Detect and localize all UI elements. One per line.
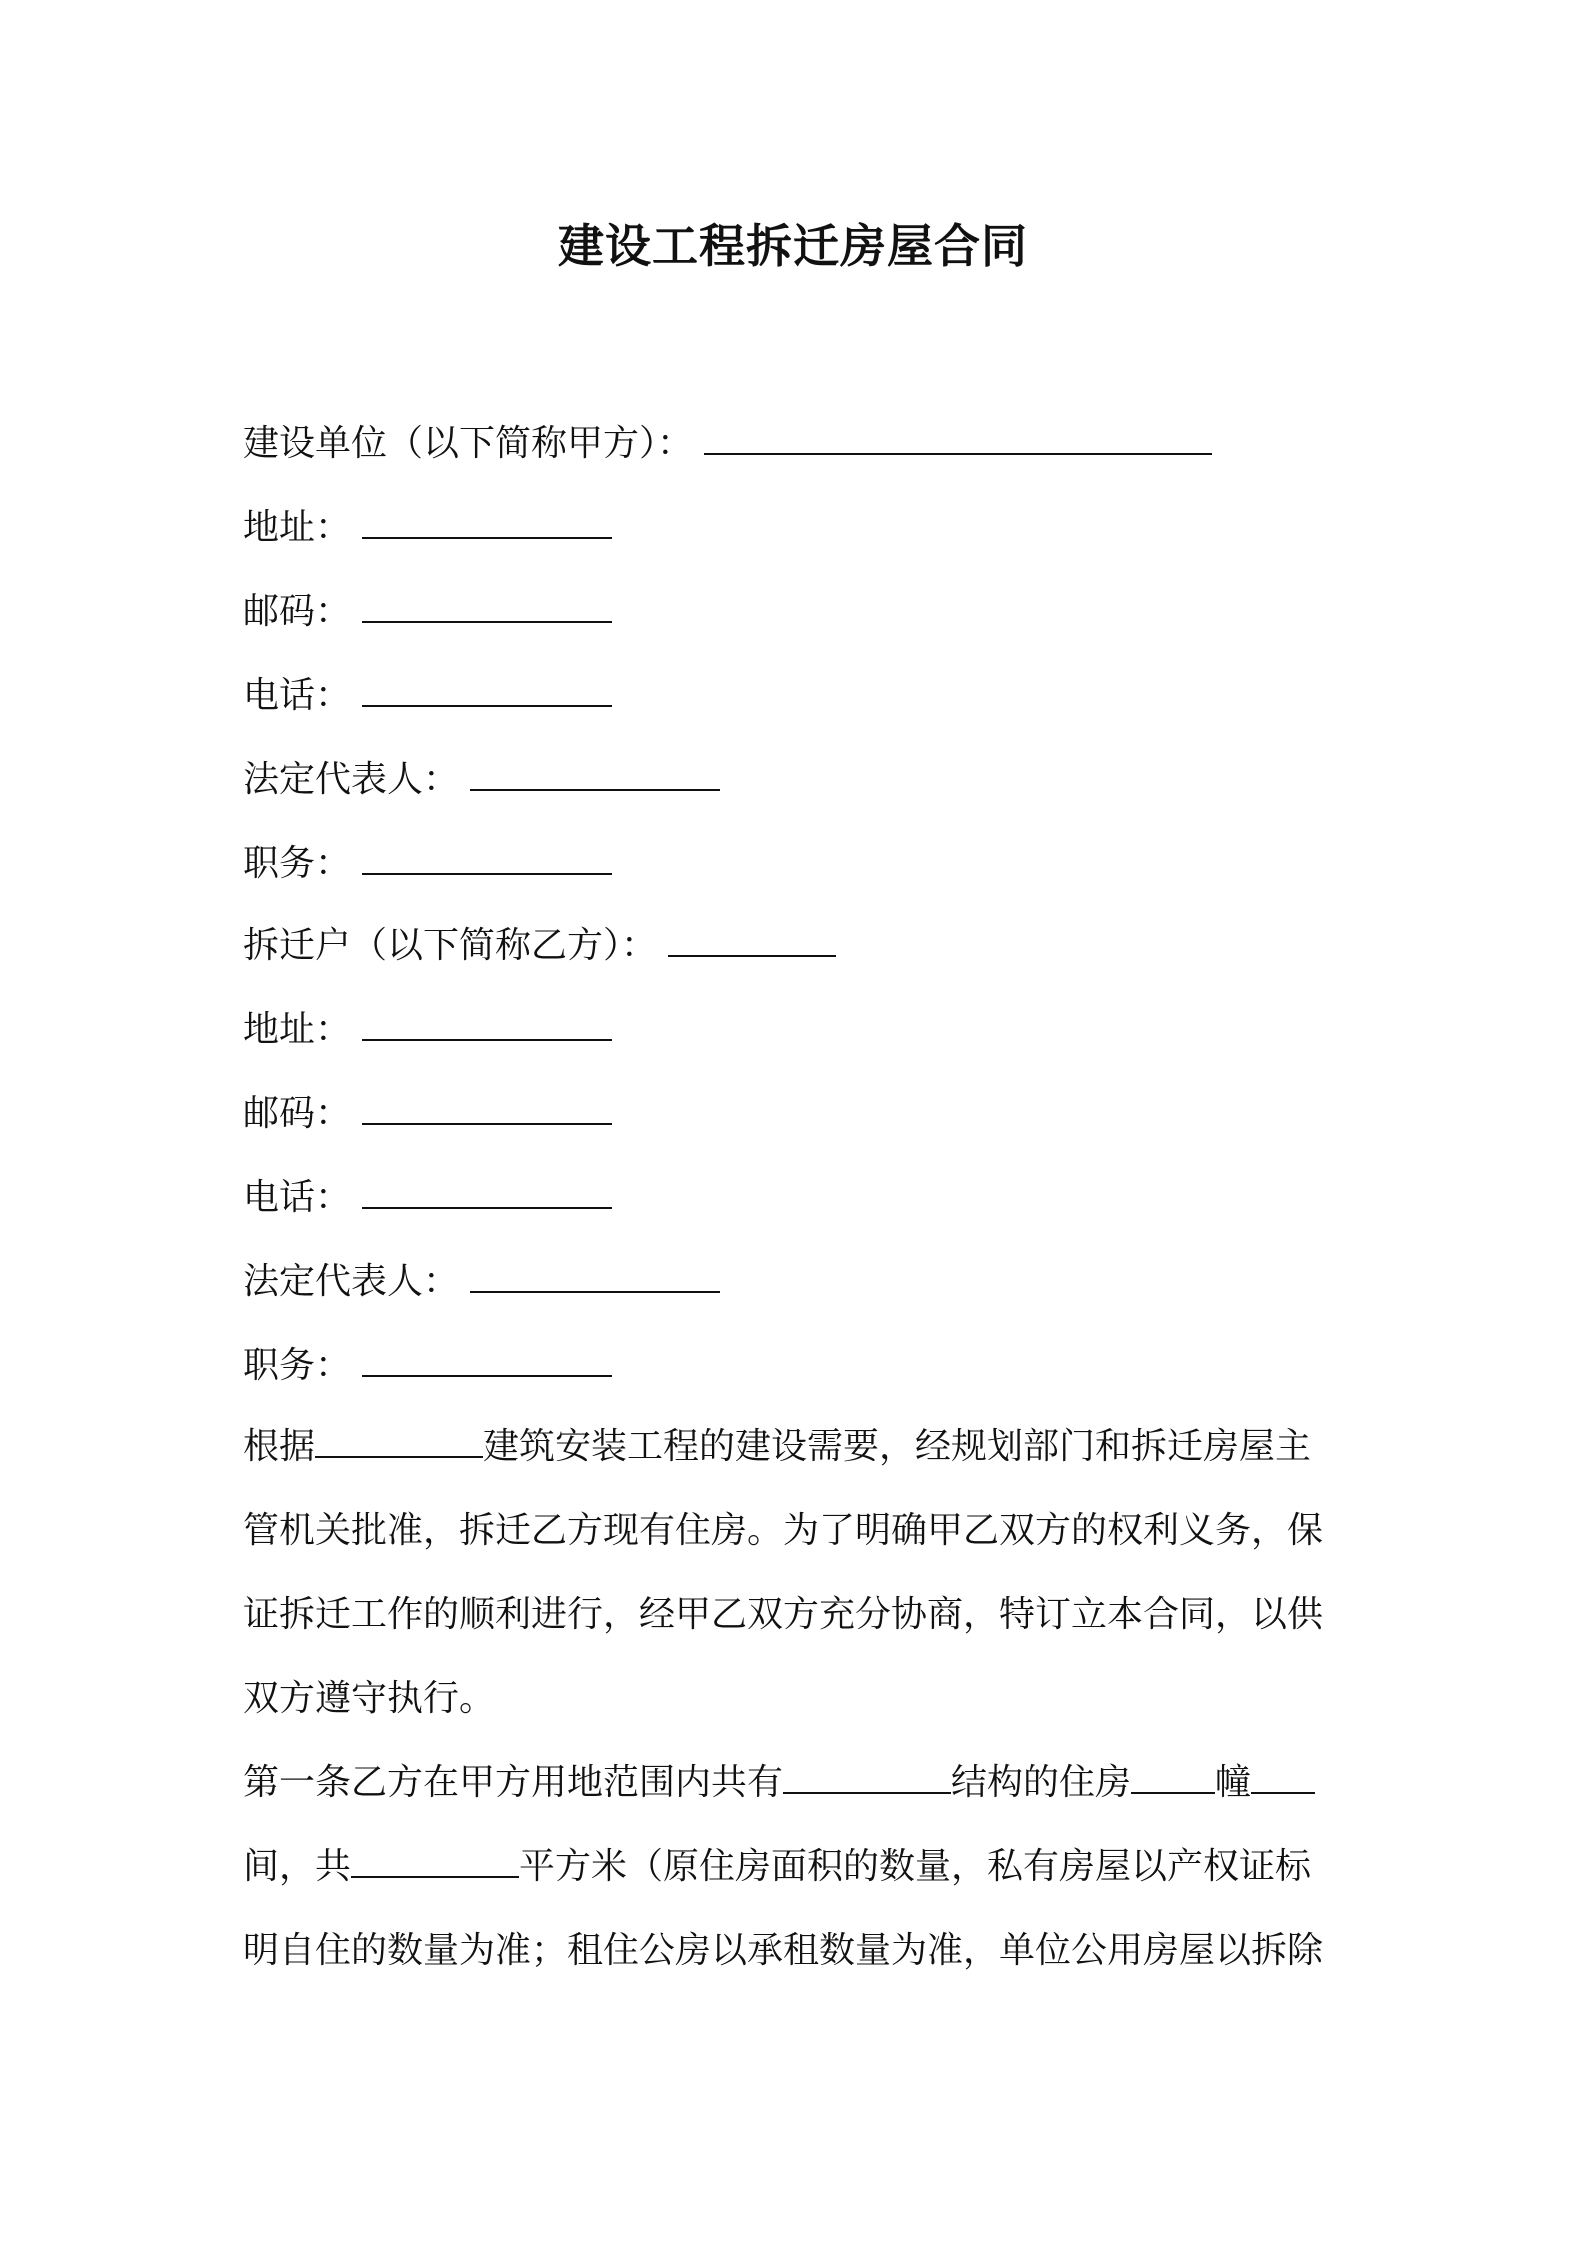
party-a-position-line [243,833,1393,892]
party-a-label: 建设单位（以下简称甲方）： [243,423,694,464]
party-a-address-label: 地址： [243,507,352,548]
preamble-paragraph [243,1405,1358,1741]
article-1-line-3: 明自住的数量为准；租住公房以承租数量为准，单位公用房屋以拆除 [243,1930,1324,1971]
party-b-phone-blank[interactable] [362,1167,612,1209]
party-b-position-blank[interactable] [362,1335,612,1377]
article-1-text: 平方米（原住房面积的数量，私有房屋以产权证标 [519,1846,1312,1887]
party-b-phone-label: 电话： [243,1177,352,1218]
party-b-blank[interactable] [668,915,836,957]
party-b-address-line [243,999,1393,1058]
party-b-legal-rep-blank[interactable] [470,1251,720,1293]
article-1-text: 幢 [1215,1762,1252,1803]
party-b-line [243,915,1393,974]
party-b-position-label: 职务： [243,1345,352,1386]
article-1-line-1 [243,1741,1358,1825]
party-a-phone-line [243,665,1393,724]
party-a-line [243,413,1393,472]
party-a-legal-rep-blank[interactable] [470,749,720,791]
party-b-postcode-label: 邮码： [243,1093,352,1134]
area-blank[interactable] [351,1836,519,1878]
party-b-legal-rep-line [243,1251,1393,1310]
party-a-postcode-label: 邮码： [243,591,352,632]
building-count-blank[interactable] [1131,1752,1215,1794]
preamble-line-1 [243,1405,1358,1489]
party-a-postcode-blank[interactable] [362,581,612,623]
party-b-label: 拆迁户（以下简称乙方）： [243,925,658,966]
document-title: 建设工程拆迁房屋合同 [558,219,1028,273]
article-1-text: 结构的住房 [951,1762,1132,1803]
article-1-paragraph [243,1741,1358,1993]
preamble-line-4: 双方遵守执行。 [243,1678,496,1719]
party-a-position-label: 职务： [243,843,352,884]
party-b-address-blank[interactable] [362,999,612,1041]
preamble-text: 建筑安装工程的建设需要，经规划部门和拆迁房屋主 [483,1426,1312,1467]
preamble-text: 根据 [243,1426,316,1467]
project-name-blank[interactable] [315,1416,483,1458]
structure-blank[interactable] [783,1752,951,1794]
article-1-text: 间，共 [243,1846,352,1887]
party-a-address-blank[interactable] [362,497,612,539]
room-count-blank[interactable] [1251,1752,1315,1794]
party-b-postcode-line [243,1083,1393,1142]
party-a-blank[interactable] [704,413,1212,455]
party-a-legal-rep-label: 法定代表人： [243,759,460,800]
party-b-postcode-blank[interactable] [362,1083,612,1125]
party-b-legal-rep-label: 法定代表人： [243,1261,460,1302]
article-1-line-2 [243,1825,1358,1909]
party-a-phone-blank[interactable] [362,665,612,707]
party-b-phone-line [243,1167,1393,1226]
party-a-phone-label: 电话： [243,675,352,716]
party-a-address-line [243,497,1393,556]
party-a-postcode-line [243,581,1393,640]
article-1-text: 第一条乙方在甲方用地范围内共有 [243,1762,784,1803]
preamble-line-3: 证拆迁工作的顺利进行，经甲乙双方充分协商，特订立本合同，以供 [243,1594,1324,1635]
party-b-position-line [243,1335,1393,1394]
party-b-address-label: 地址： [243,1009,352,1050]
party-a-position-blank[interactable] [362,833,612,875]
party-a-legal-rep-line [243,749,1393,808]
preamble-line-2: 管机关批准，拆迁乙方现有住房。为了明确甲乙双方的权利义务，保 [243,1510,1324,1551]
